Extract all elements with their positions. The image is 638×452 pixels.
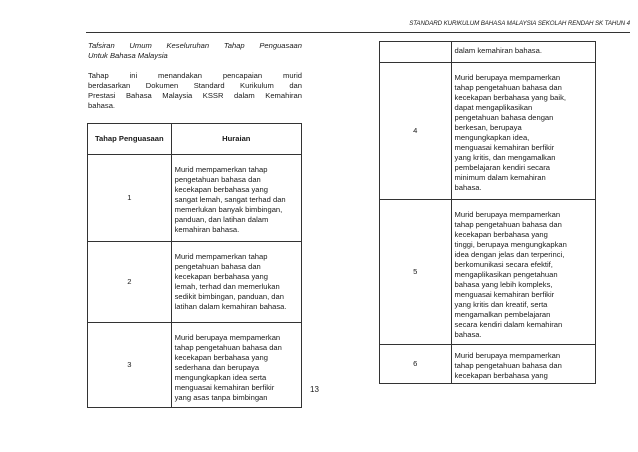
description-line: sedikit bimbingan, panduan, dan bbox=[174, 292, 284, 301]
description-cell bbox=[451, 63, 595, 200]
description-line: menguasai kemahiran berfikir bbox=[454, 143, 555, 152]
description-line: dalam kemahiran bahasa. bbox=[454, 46, 542, 55]
description-line: pengetahuan bahasa dengan bbox=[454, 113, 554, 122]
level-cell: 3 bbox=[88, 323, 172, 408]
description-cell bbox=[171, 323, 301, 408]
intro-line: berdasarkan Dokumen Standard Kurikulum dan bbox=[88, 81, 302, 90]
description-cell bbox=[451, 200, 595, 345]
description-line: tahap pengetahuan bahasa dan bbox=[174, 343, 282, 352]
level-cell: 5 bbox=[380, 200, 452, 345]
table-row bbox=[380, 200, 596, 345]
level-cell: 2 bbox=[88, 242, 172, 323]
section-heading-line-2: Untuk Bahasa Malaysia bbox=[88, 51, 168, 60]
table-row bbox=[88, 242, 302, 323]
description-line: Murid berupaya mempamerkan bbox=[454, 351, 561, 360]
header-description: Huraian bbox=[171, 124, 301, 155]
description-line: kecekapan berbahasa yang bbox=[174, 185, 268, 194]
intro-line: Prestasi Bahasa Malaysia KSSR dalam Kemahiran bbox=[88, 91, 302, 100]
description-line: mengungkapkan idea serta bbox=[174, 373, 267, 382]
level-cell: 6 bbox=[380, 345, 452, 384]
intro-paragraph bbox=[88, 71, 302, 111]
description-line: bahasa. bbox=[454, 183, 482, 192]
description-cell bbox=[171, 242, 301, 323]
description-line: tahap pengetahuan bahasa dan bbox=[454, 220, 562, 229]
intro-section bbox=[88, 41, 302, 111]
level-cell bbox=[380, 42, 452, 63]
description-line: pembelajaran kendiri secara bbox=[454, 163, 550, 172]
table-row bbox=[380, 345, 596, 384]
mastery-level-table-right bbox=[379, 41, 596, 384]
description-line: menguasai kemahiran berfikir bbox=[454, 290, 555, 299]
level-cell: 1 bbox=[88, 155, 172, 242]
description-line: kecekapan berbahasa yang bbox=[454, 230, 548, 239]
description-cell bbox=[451, 345, 595, 384]
section-heading-line-1: Tafsiran Umum Keseluruhan Tahap Penguasaan bbox=[88, 41, 302, 50]
description-line: tahap pengetahuan bahasa dan bbox=[454, 83, 562, 92]
description-line: Murid berupaya mempamerkan bbox=[454, 210, 561, 219]
table-row bbox=[88, 323, 302, 408]
description-line: mengaplikasikan pengetahuan bbox=[454, 270, 558, 279]
running-header: STANDARD KURIKULUM BAHASA MALAYSIA SEKOLAH RENDAH SK TAHUN 4 bbox=[409, 20, 630, 27]
description-line: latihan dalam kemahiran bahasa. bbox=[174, 302, 287, 311]
header-divider bbox=[86, 32, 630, 33]
description-line: idea dengan jelas dan terperinci, bbox=[454, 250, 565, 259]
header-level: Tahap Penguasaan bbox=[88, 124, 172, 155]
description-line: sederhana dan berupaya bbox=[174, 363, 260, 372]
level-cell: 4 bbox=[380, 63, 452, 200]
description-line: mengungkapkan idea, bbox=[454, 133, 530, 142]
description-line: mengamalkan pembelajaran bbox=[454, 310, 551, 319]
description-line: lemah, terhad dan memerlukan bbox=[174, 282, 280, 291]
description-line: menguasai kemahiran berfikir bbox=[174, 383, 275, 392]
description-line: Murid berupaya mempamerkan bbox=[174, 333, 281, 342]
table-row bbox=[380, 63, 596, 200]
description-line: pengetahuan bahasa dan bbox=[174, 262, 261, 271]
intro-line: Tahap ini menandakan pencapaian murid bbox=[88, 71, 302, 80]
description-line: bahasa. bbox=[454, 330, 482, 339]
description-line: bahasa yang lebih kompleks, bbox=[454, 280, 553, 289]
description-line: kemahiran bahasa. bbox=[174, 225, 240, 234]
description-line: secara kendiri dalam kemahiran bbox=[454, 320, 563, 329]
description-line: kecekapan berbahasa yang baik, bbox=[454, 93, 567, 102]
table-row bbox=[380, 42, 596, 63]
description-line: tahap pengetahuan bahasa dan bbox=[454, 361, 562, 370]
description-line: yang kritis dan kreatif, serta bbox=[454, 300, 548, 309]
table-header-row bbox=[88, 124, 302, 155]
description-line: yang kritis, dan mengamalkan bbox=[454, 153, 556, 162]
mastery-level-table-left bbox=[87, 123, 302, 408]
description-line: minimum dalam kemahiran bbox=[454, 173, 546, 182]
description-cell bbox=[171, 155, 301, 242]
description-line: kecekapan berbahasa yang bbox=[174, 272, 268, 281]
description-line: Murid mempamerkan tahap bbox=[174, 252, 268, 261]
description-line: Murid mempamerkan tahap bbox=[174, 165, 268, 174]
description-line: berkomunikasi secara efektif, bbox=[454, 260, 553, 269]
description-line: kecekapan berbahasa yang bbox=[454, 371, 548, 380]
description-line: panduan, dan latihan dalam bbox=[174, 215, 269, 224]
description-line: kecekapan berbahasa yang bbox=[174, 353, 268, 362]
description-line: sangat lemah, sangat terhad dan bbox=[174, 195, 286, 204]
description-cell bbox=[451, 42, 595, 63]
description-line: Murid berupaya mempamerkan bbox=[454, 73, 561, 82]
description-line: pengetahuan bahasa dan bbox=[174, 175, 261, 184]
description-line: memerlukan banyak bimbingan, bbox=[174, 205, 283, 214]
description-line: dapat mengaplikasikan bbox=[454, 103, 533, 112]
description-line: yang asas tanpa bimbingan bbox=[174, 393, 268, 402]
table-row bbox=[88, 155, 302, 242]
intro-line: bahasa. bbox=[88, 101, 116, 110]
description-line: berkesan, berupaya bbox=[454, 123, 522, 132]
page-number: 13 bbox=[310, 385, 319, 394]
description-line: tinggi, berupaya mengungkapkan bbox=[454, 240, 567, 249]
